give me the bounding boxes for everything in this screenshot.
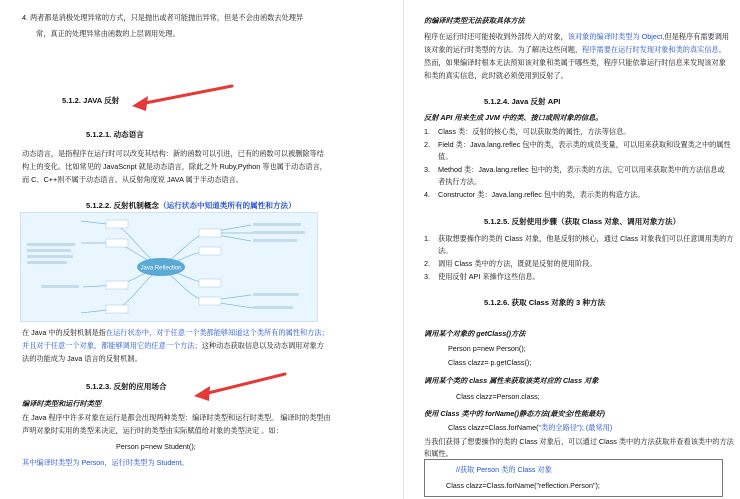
para-runtime-4: 和类的真实信息，此时就必须使用到反射了。 [424,71,568,80]
para-reflection-2: 并且对于任意一个对象，都能够调用它的任意一个方法；这种动态获取信息以及动态调用对象方 [22,341,324,350]
para-dynamic-3: 而 C、C++则不属于动态语言。从反射角度说 JAVA 属于半动态语言。 [22,175,243,184]
item4-line1: 4. 两者都是消极处理异常的方式，只是抛出或者可能抛出异常，但是不会由函数去处理异 [22,13,304,22]
list-item: 1. Class 类：反射的核心类，可以获取类的属性，方法等信息。 [424,127,631,136]
sub-forname-method: 使用 Class 类中的 forName()静态方法(最安全/性能最好) [424,409,605,418]
list-item: 4. Constructor 类：Java.lang.reflec 包中的类，表示类的构造方法。 [424,190,645,199]
code-person-student: Person p=new Student(); [116,442,196,451]
item4-line2: 常，真正的处理异常由函数的上层调用处理。 [36,29,180,38]
sub-class-attribute: 调用某个类的 class 属性来获取该类对应的 Class 对象 [424,376,599,385]
heading-reflection-concept: 5.1.2.2. 反射机制概念（运行状态中知道类所有的属性和方法） [86,201,296,210]
para-types-1: 在 Java 程序中许多对象在运行是都会出现两种类型：编译时类型和运行时类型。 编译时的类型由 [22,413,331,422]
list-item: 3. Method 类：Java.lang.reflec 包中的类，表示类的方法，它可以用来获取类中的方法信息或 [424,165,725,174]
para-after-class-1: 当我们获得了想要操作的类的 Class 对象后，可以通过 Class 类中的方法获取并查看该类中的方法 [424,437,734,446]
list-item: 3. 使用反射 API 来操作这些信息。 [424,272,540,281]
para-after-class-2: 和属性。 [424,449,453,458]
column-divider [403,0,404,499]
code-getclass: Class clazz= p.getClass(); [448,358,532,367]
reflection-mindmap-image [20,212,318,322]
list-item: 2. Field 类：Java.lang.reflec 包中的类，表示类的成员变量，可以用来获取和设置类之中的属性 [424,140,731,149]
code-comment: //获取 Person 类的 Class 对象 [456,465,552,474]
para-dynamic-2: 构上的变化。比如常见的 JavaScript 就是动态语言，除此之外 Ruby,Python 等也属于动态语言， [22,162,327,171]
red-arrow-icon-2 [190,368,290,404]
sub-compile-runtime-type: 编译时类型和运行时类型 [22,399,102,408]
heading-reflection-api: 5.1.2.4. Java 反射 API [484,97,561,106]
para-types-2: 声明对象时实用的类型来决定，运行时的类型由实际赋值给对象的类型决定 。如： [22,426,283,435]
sub-reflection-api: 反射 API 用来生成 JVM 中的类、接口或则对象的信息。 [424,113,603,122]
mindmap-graphic [21,213,317,321]
para-reflection-1: 在 Java 中的反射机制是指在运行状态中，对于任意一个类都能够知道这个类所有的属性和方法； [22,328,329,337]
list-item: 2. 调用 Class 类中的方法，既就是反射的使用阶段。 [424,259,597,268]
heading-get-class-methods: 5.1.2.6. 获取 Class 对象的 3 种方法 [484,298,606,307]
heading-reflection-usage: 5.1.2.3. 反射的应用场合 [86,382,167,391]
para-reflection-3: 法的功能成为 Java 语言的反射机制。 [22,354,142,363]
code-new-person: Person p=new Person(); [448,344,526,353]
para-types-3: 其中编译时类型为 Person，运行时类型为 Student。 [22,458,189,467]
mindmap-center-label: Java Reflection [140,265,182,272]
para-runtime-3: 然而，如果编译时根本无法预知该对象和类属于哪些类，程序只能依靠运行时信息来发现该对象 [424,58,726,67]
heading-dynamic-language: 5.1.2.1. 动态语言 [86,130,144,139]
sub-compile-type-problem: 的编译时类型无法获取具体方法 [424,16,525,25]
list-item: 1. 获取想要操作的类的 Class 对象，他是反射的核心，通过 Class 对象我们可以任意调用类的方 [424,234,734,243]
code-forname: Class clazz=Class.forName("类的全路径"); (最常用) [448,423,613,432]
list-item: 法。 [438,246,453,255]
sub-getclass-method: 调用某个对象的 getClass()方法 [424,329,526,338]
heading-java-reflection: 5.1.2. JAVA 反射 [62,96,120,105]
para-runtime-1: 程序在运行时还可能接收到外部传入的对象，该对象的编译时类型为 Object,但是程序有需要调用 [424,32,730,41]
list-item: 者执行方法。 [438,177,482,186]
code-person-class: Class clazz=Person.class; [456,392,540,401]
red-arrow-icon [128,78,238,118]
code-forname-person: Class clazz=Class.forName("reflection.Person"); [446,481,600,490]
list-item: 值。 [438,152,453,161]
para-runtime-2: 该对象的运行时类型的方法。为了解决这些问题，程序需要在运行时发现对象和类的真实信息。 [424,45,726,54]
heading-reflection-steps: 5.1.2.5. 反射使用步骤（获取 Class 对象、调用对象方法） [484,217,681,226]
para-dynamic-1: 动态语言，是指程序在运行时可以改变其结构：新的函数可以引进，已有的函数可以被删除等结 [22,149,324,158]
